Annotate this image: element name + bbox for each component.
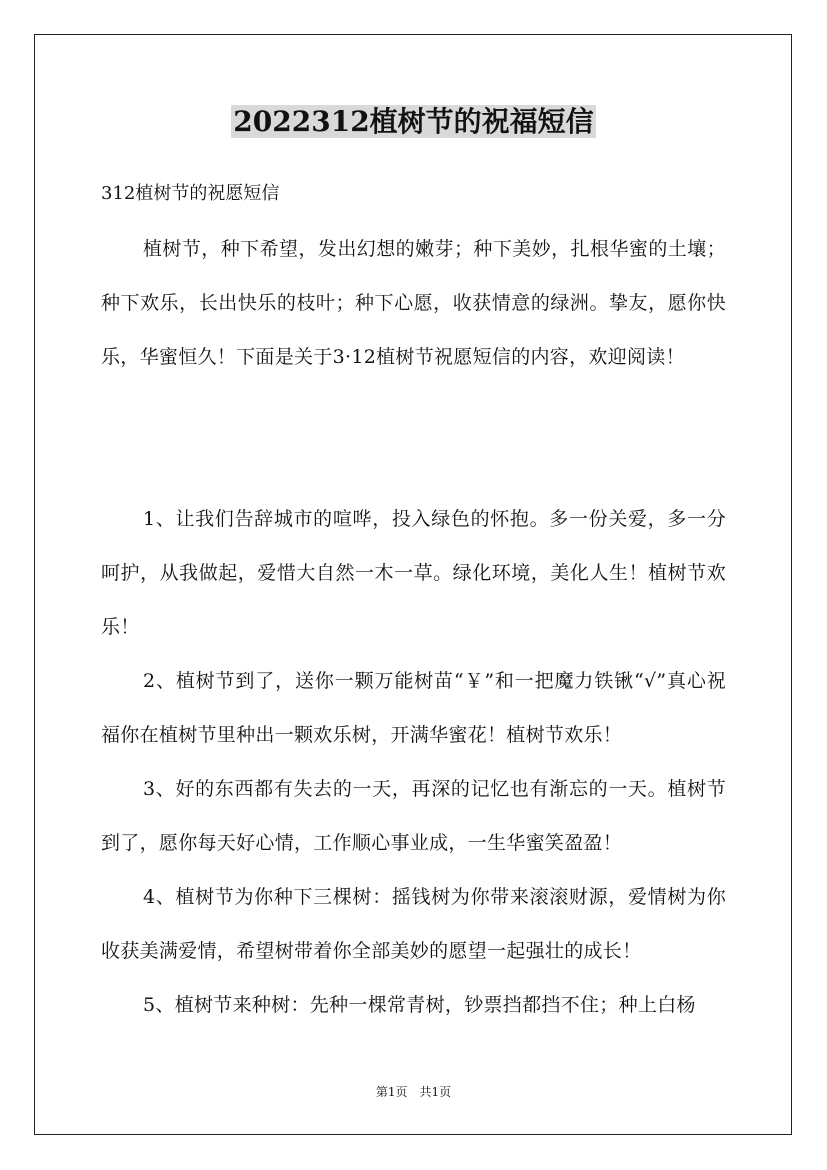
wish-paragraph-4: 4、植树节为你种下三棵树：摇钱树为你带来滚滚财源，爱情树为你收获美满爱情，希望树带着你全部美妙的愿望一起强壮的成长！ [101,886,726,962]
document-title-text: 2022312植树节的祝福短信 [233,105,594,138]
intro-paragraph: 植树节，种下希望，发出幻想的嫩芽；种下美妙，扎根华蜜的土壤；种下欢乐，长出快乐的枝叶；种下心愿，收获情意的绿洲。挚友，愿你快乐，华蜜恒久！下面是关于3·12植树节祝愿短信的内容，欢迎阅读！ [101,238,726,368]
wish-paragraph-3: 3、好的东西都有失去的一天，再深的记忆也有渐忘的一天。植树节到了，愿你每天好心情，工作顺心事业成，一生华蜜笑盈盈！ [101,778,726,854]
wish-paragraph-1: 1、让我们告辞城市的喧哗，投入绿色的怀抱。多一份关爱，多一分呵护，从我做起，爱惜大自然一木一草。绿化环境，美化人生！植树节欢乐！ [101,508,726,638]
wish-paragraph-5: 5、植树节来种树：先种一棵常青树，钞票挡都挡不住；种上白杨 [143,994,696,1016]
page-footer: 第1页 共1页 [375,1085,452,1099]
document-subtitle: 312植树节的祝愿短信 [101,183,280,204]
wish-paragraph-2: 2、植树节到了，送你一颗万能树苗“￥”和一把魔力铁锹“√”真心祝福你在植树节里种出一颗欢乐树，开满华蜜花！植树节欢乐！ [101,670,726,746]
document-title [0,100,827,144]
